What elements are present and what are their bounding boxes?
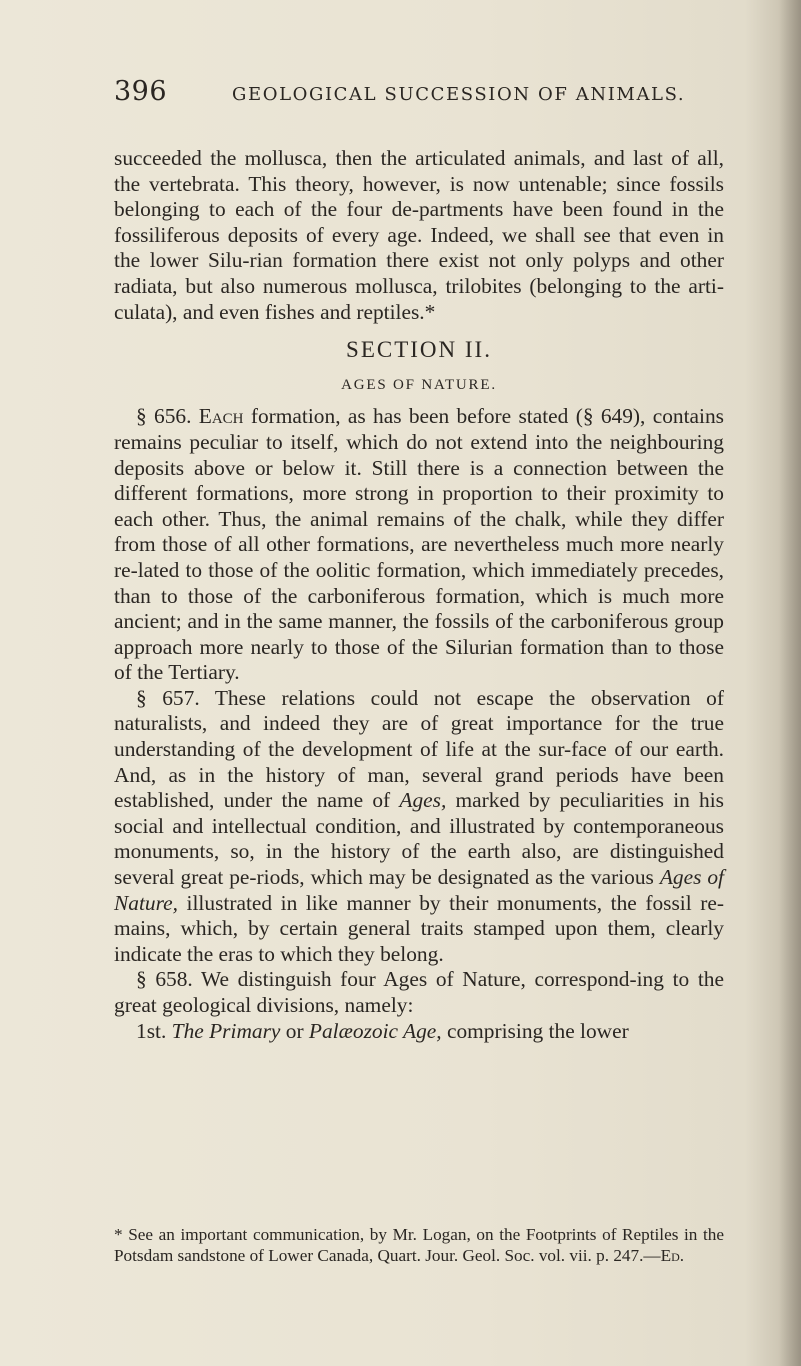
section-number-656: § 656. [136, 404, 192, 429]
conjunction-or: or [280, 1018, 309, 1043]
emphasis-primary: The Primary [171, 1018, 281, 1043]
lead-word: Each [198, 404, 244, 429]
paragraph-first-age [114, 1019, 724, 1045]
paragraph-657-text-a: § 657. These relations could not escape the observation of naturalists, and indeed they are of great importance for the true understanding of the development of life at the sur-face of our earth. And, as in the history of man, several grand periods have been established, under the name of [114, 685, 724, 813]
paragraph-657-text-b: marked by peculiarities in his social and intellectual condition, and illustrated by contemporaneous monuments, so, in the history of the earth also, are distinguished several great pe-riods, which may be designated as the various [114, 788, 725, 890]
page-header [114, 76, 714, 116]
list-number: 1st. [136, 1018, 172, 1043]
emphasis-ages: Ages, [399, 788, 447, 813]
page-number: 396 [114, 76, 168, 107]
section-title: SECTION II. [346, 337, 492, 363]
running-head: GEOLOGICAL SUCCESSION OF ANIMALS. [232, 84, 686, 105]
paragraph-continued: succeeded the mollusca, then the articulated animals, and last of all, the vertebrata. This theory, however, is now untenable; since fossils belonging to each of the four de-partments have been found in the fossiliferous deposits of every age. Indeed, we shall see that even in the lower Silu-rian formation there exist not only polyps and other radiata, but also numerous mollusca, trilobites (belonging to the arti-culata), and even fishes and reptiles.* [114, 146, 724, 324]
footnote-editor: Ed. [660, 1246, 685, 1265]
paragraph-first-age-text: comprising the lower [441, 1018, 629, 1043]
footnote-text: * See an important communication, by Mr. Logan, on the Footprints of Reptiles in the Potsdam sandstone of Lower Canada, Quart. Jour. Geol. Soc. vol. vii. p. 247.— [114, 1225, 724, 1265]
paragraph-657 [114, 686, 724, 968]
paragraph-658: § 658. We distinguish four Ages of Nature, correspond-ing to the great geological divisions, namely: [114, 967, 724, 1017]
emphasis-ages-of-nature: Ages of Nature, [114, 865, 724, 915]
footnote [114, 1224, 724, 1266]
paragraph-656-text: formation, as has been before stated (§ 649), contains remains peculiar to itself, which do not extend into the neighbouring deposits above or below it. Still there is a connection between the different formations, more strong in proportion to their proximity to each other. Thus, the animal remains of the chalk, while they differ from those of all other formations, are nevertheless much more nearly re-lated to those of the oolitic formation, which immediately precedes, than to those of the carboniferous formation, which is much more ancient; and in the same manner, the fossils of the carboniferous group approach more nearly to those of the Silurian formation than to those of the Tertiary. [114, 404, 724, 685]
paragraph-657-text-c: illustrated in like manner by their monuments, the fossil re-mains, which, by certain general traits stamped upon them, clearly indicate the eras to which they belong. [114, 890, 724, 966]
paragraph-656 [114, 404, 724, 686]
emphasis-palaeozoic: Palæozoic Age, [308, 1018, 442, 1043]
body-text [114, 146, 724, 1044]
section-subtitle: AGES OF NATURE. [341, 376, 497, 393]
page-edge-shadow [779, 0, 801, 1366]
